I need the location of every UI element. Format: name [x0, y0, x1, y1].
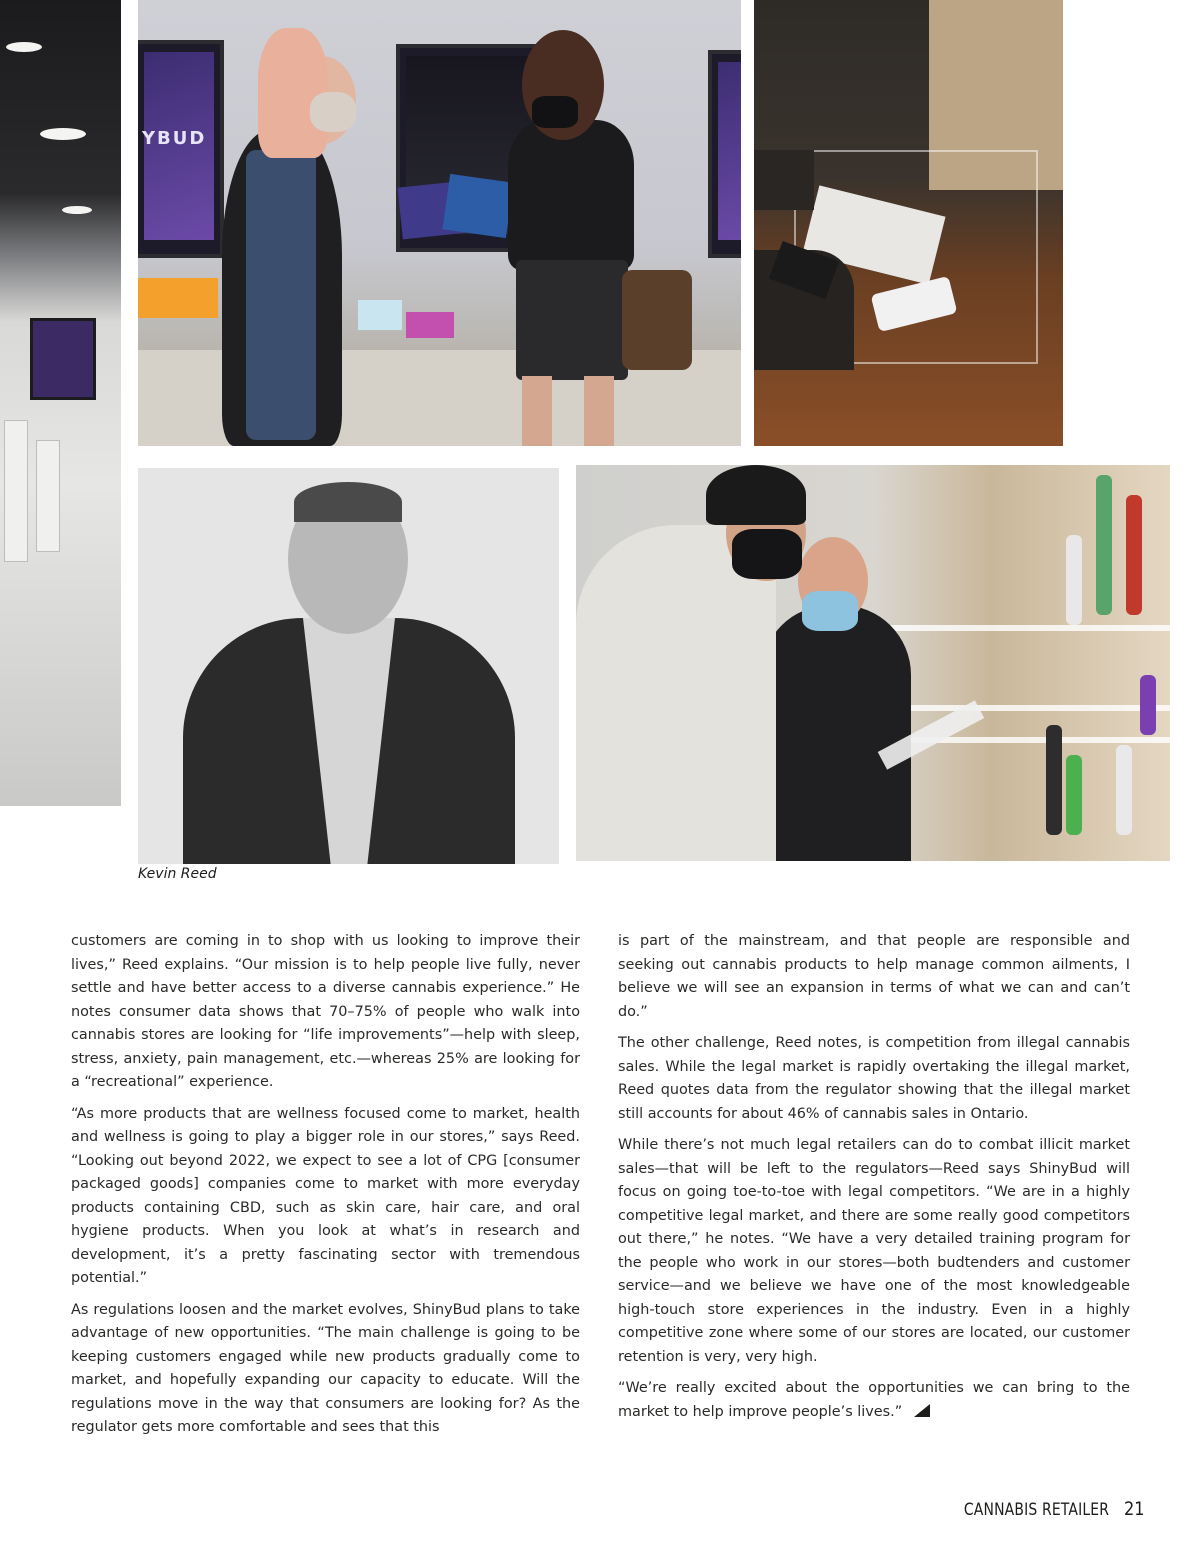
publication-name: CANNABIS RETAILER [963, 1500, 1109, 1520]
kevin-reed-portrait [138, 468, 559, 864]
customers-photo: YBUD [138, 0, 741, 446]
end-of-article-icon [914, 1404, 930, 1417]
paragraph: The other challenge, Reed notes, is competition from illegal cannabis sales. While the legal market is rapidly overtaking the illegal market, Reed quotes data from the regulator showing that the illegal market still accounts for about 46% of cannabis sales in Ontario. [618, 1035, 1130, 1122]
paragraph: “As more products that are wellness focused come to market, health and wellness is going to play a bigger role in our stores,” says Reed. “Looking out beyond 2022, we expect to see a lot of CPG [consumer packaged goods] companies come to market with more everyday products containing CBD, such as skin care, hair care, and oral hygiene products. When you look at what’s in research and development, it’s a pretty fascinating sector with tremendous potential.” [71, 1105, 580, 1286]
page-number: 21 [1123, 1498, 1145, 1520]
photo-caption: Kevin Reed [138, 866, 217, 882]
store-interior-photo [0, 0, 121, 806]
paragraph: is part of the mainstream, and that people are responsible and seeking out cannabis products to help manage common ailments, I believe we will see an expansion in terms of what we can and can’t do.” [618, 933, 1130, 1020]
checkout-photo [754, 0, 1063, 446]
budtender-photo [576, 465, 1170, 861]
paragraph: customers are coming in to shop with us looking to improve their lives,” Reed explains. “Our mission is to help people live fully, never settle and have better access to a diverse cannabis experience.” He notes consumer data shows that 70–75% of people who walk into cannabis stores are looking for “life improvements”—help with sleep, stress, anxiety, pain management, etc.—whereas 25% are looking for a “recreational” experience. [71, 933, 580, 1090]
page-footer [932, 1498, 1148, 1520]
paragraph: While there’s not much legal retailers can do to combat illicit market sales—that will be left to the regulators—Reed says ShinyBud will focus on going toe-to-toe with legal competitors. “We are in a highly competitive legal market, and there are some really good competitors out there,” he notes. “We have a very detailed training program for the people who work in our stores—both budtenders and customer service—and we believe we have one of the most knowledgeable high-touch store experiences in the industry. Even in a highly competitive zone where some of our stores are located, our customer retention is very, very high. [618, 1137, 1130, 1365]
paragraph: As regulations loosen and the market evolves, ShinyBud plans to take advantage of new opportunities. “The main challenge is going to be keeping customers engaged while new products gradually come to market, and hopefully expanding our capacity to educate. Will the regulations move in the way that consumers are looking for? As the regulator gets more comfortable and sees that this [71, 1301, 580, 1435]
closing-paragraph [618, 1377, 1130, 1424]
article-column-left [71, 930, 580, 1448]
article-column-right [618, 930, 1130, 1432]
paragraph-text: “We’re really excited about the opportunities we can bring to the market to help improve people’s lives.” [618, 1380, 1130, 1420]
